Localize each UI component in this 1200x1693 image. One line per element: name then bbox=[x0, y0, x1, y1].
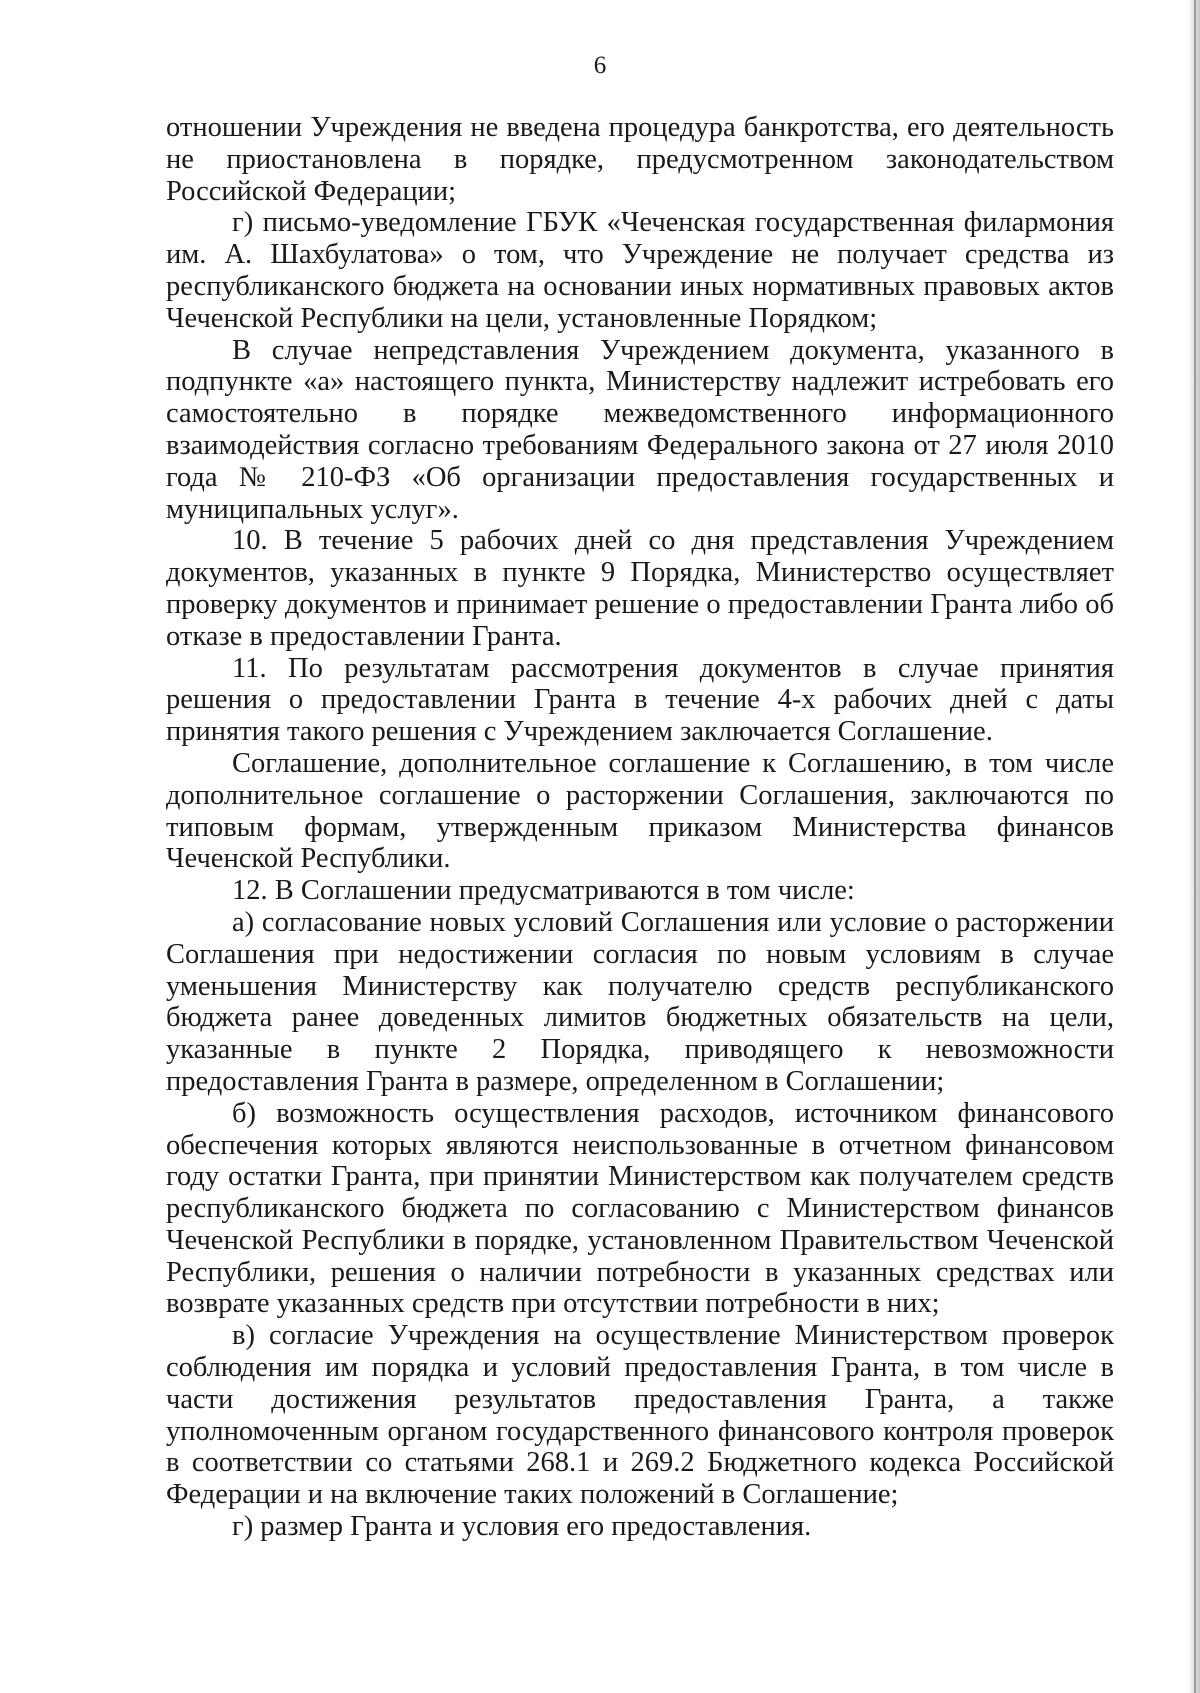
paragraph-clause-12-v: в) согласие Учреждения на осуществление Министерством проверок соблюдения им порядка и условий предоставления Гранта, в том числе в части достижения результатов предоставления Гранта, а также уполномоченным органом государственного финансового контроля проверок в соответствии со статьями 268.1 и 269.2 Бюджетного кодекса Российской Федерации и на включение таких положений в Соглашение; bbox=[166, 1320, 1114, 1511]
paragraph-clause-12-a: а) согласование новых условий Соглашения или условие о расторжении Соглашения при недостижении согласия по новым условиям в случае уменьшения Министерству как получателю средств республиканского бюджета ранее доведенных лимитов бюджетных обязательств на цели, указанные в пункте 2 Порядка, приводящего к невозможности предоставления Гранта в размере, определенном в Соглашении; bbox=[166, 906, 1114, 1097]
page-number: 6 bbox=[593, 52, 607, 79]
paragraph-clause-10: 10. В течение 5 рабочих дней со дня представления Учреждением документов, указанных в пункте 9 Порядка, Министерство осуществляет проверку документов и принимает решение о предоставлении Гранта либо об отказе в предоставлении Гранта. bbox=[166, 525, 1114, 652]
paragraph-clause-12-b: б) возможность осуществления расходов, источником финансового обеспечения которых являются неиспользованные в отчетном финансовом году остатки Гранта, при принятии Министерством как получателем средств республиканского бюджета по согласованию с Министерством финансов Чеченской Республики в порядке, установленном Правительством Чеченской Республики, решения о наличии потребности в указанных средствах или возврате указанных средств при отсутствии потребности в них; bbox=[166, 1097, 1114, 1320]
paragraph-document-request: В случае непредставления Учреждением документа, указанного в подпункте «а» настоящего пункта, Министерству надлежит истребовать его самостоятельно в порядке межведомственного информационного взаимодействия согласно требованиям Федерального закона от 27 июля 2010 года № 210-ФЗ «Об организации предоставления государственных и муниципальных услуг». bbox=[166, 334, 1114, 525]
paragraph-clause-12: 12. В Соглашении предусматриваются в том числе: bbox=[232, 875, 855, 907]
scan-edge-line bbox=[1194, 0, 1196, 1693]
document-body bbox=[166, 112, 1114, 1543]
paragraph-clause-11: 11. По результатам рассмотрения документов в случае принятия решения о предоставлении Гранта в течение 4-х рабочих дней с даты принятия такого решения с Учреждением заключается Соглашение. bbox=[166, 652, 1114, 748]
paragraph-agreement-forms: Соглашение, дополнительное соглашение к Соглашению, в том числе дополнительное соглашение о расторжении Соглашения, заключаются по типовым формам, утвержденным приказом Министерства финансов Чеченской Республики. bbox=[166, 747, 1114, 875]
paragraph-continuation: отношении Учреждения не введена процедура банкротства, его деятельность не приостановлена в порядке, предусмотренном законодательством Российской Федерации; bbox=[166, 112, 1114, 207]
paragraph-clause-12-g: г) размер Гранта и условия его предоставления. bbox=[232, 1511, 812, 1543]
paragraph-item-g-notice-letter: г) письмо-уведомление ГБУК «Чеченская государственная филармония им. А. Шахбулатова» о том, что Учреждение не получает средства из республиканского бюджета на основании иных нормативных правовых актов Чеченской Республики на цели, установленные Порядком; bbox=[166, 207, 1114, 334]
